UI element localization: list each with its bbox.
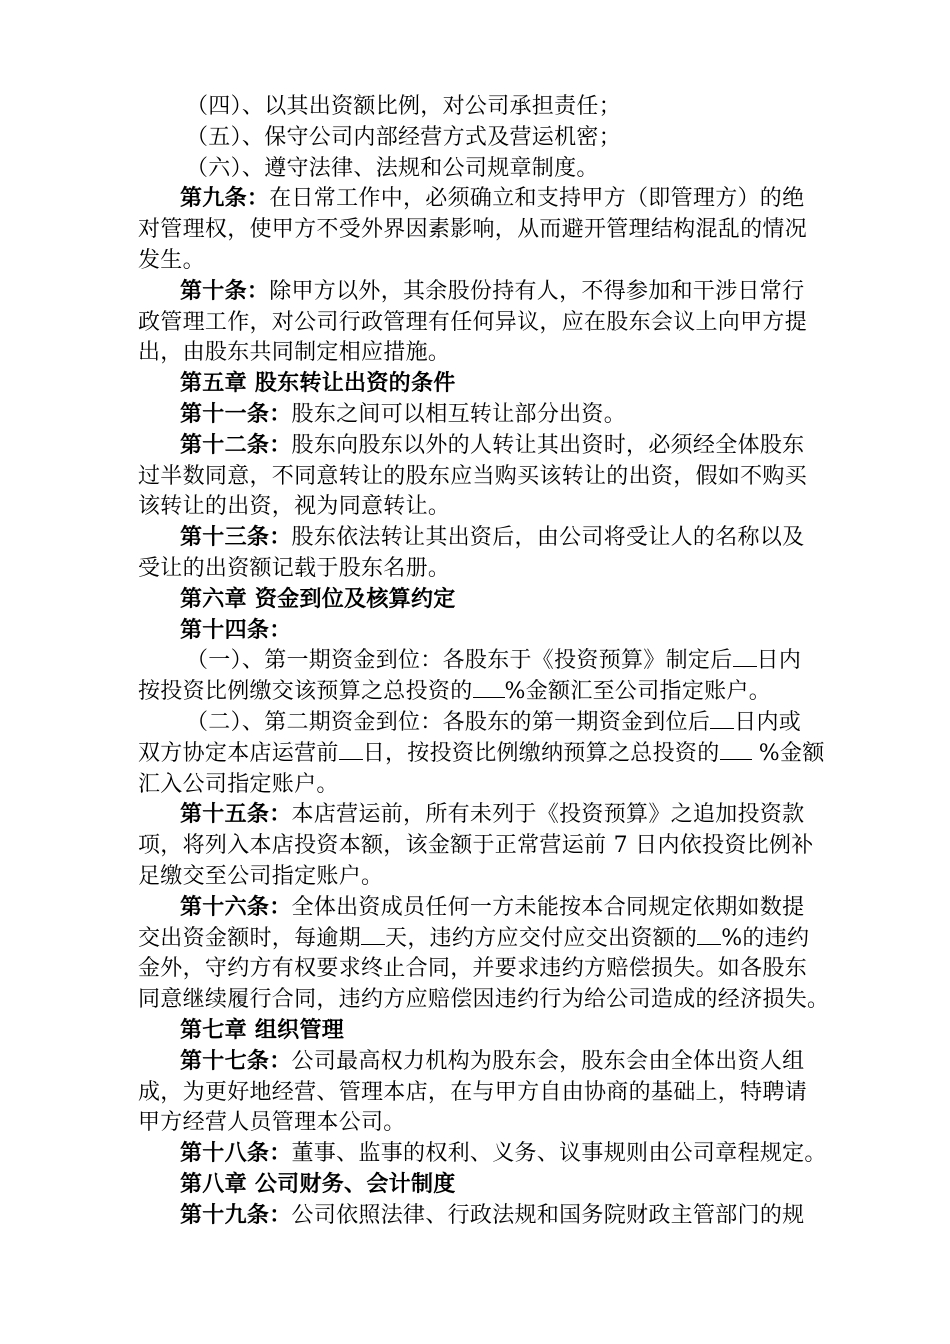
article-13-text: 股东依法转让其出资后，由公司将受让人的名称以及 [291,525,805,551]
article-18-label: 第十八条： [180,1141,292,1167]
article-16-text-c: %的违约 [721,925,810,951]
article-14 [138,616,816,647]
item-2-text-d: 日，按投资比例缴纳预算之总投资的 [362,740,720,766]
article-9-line-2: 对管理权，使甲方不受外界因素影响，从而避开管理结构混乱的情况 [138,217,808,243]
article-11 [138,400,816,431]
item-1-text-c: 按投资比例缴交该预算之总投资的 [138,679,473,705]
article-16-line-3: 金外，守约方有权要求终止合同，并要求违约方赔偿损失。如各股东 [138,956,808,982]
article-17-line-2: 成，为更好地经营、管理本店，在与甲方自由协商的基础上，特聘请 [138,1079,808,1105]
blank-days [361,924,385,945]
blank-percent [697,924,721,945]
article-10 [138,277,816,308]
chapter-7-heading: 第七章 组织管理 [180,1017,345,1043]
article-14-item-2-line-2 [138,739,825,770]
chapter-5-heading: 第五章 股东转让出资的条件 [180,371,456,397]
item-1-text-d: %金额汇至公司指定账户。 [504,679,772,705]
chapter-8-heading: 第八章 公司财务、会计制度 [180,1171,456,1197]
item-1-text-a: （一）、第一期资金到位：各股东于《投资预算》制定后 [186,648,733,674]
item-2-text-a: （二）、第二期资金到位：各股东的第一期资金到位后 [186,709,711,735]
item-2-text-e: %金额 [751,740,825,766]
article-12-line-3: 该转让的出资，视为同意转让。 [138,494,451,520]
clause-item-5: （五）、保守公司内部经营方式及营运机密； [186,124,622,150]
blank-days [733,646,757,667]
blank-days [710,708,734,729]
article-11-label: 第十一条： [180,401,292,427]
clause-item-6: （六）、遵守法律、法规和公司规章制度。 [186,155,599,181]
article-9 [138,184,816,215]
article-17 [138,1047,816,1078]
article-14-item-1-line-2 [138,677,816,708]
article-10-label: 第十条： [180,278,270,304]
article-16-text-a: 交出资金额时，每逾期 [138,925,362,951]
contract-text [138,92,830,1231]
item-2-text-c: 双方协定本店运营前 [138,740,339,766]
article-18 [138,1139,827,1170]
article-15-line-3: 足缴交至公司指定账户。 [138,863,384,889]
blank-percent [720,739,752,760]
article-13-label: 第十三条： [180,525,292,551]
article-19-text: 公司依照法律、行政法规和国务院财政主管部门的规 [291,1202,805,1228]
article-14-item-2-line-3: 汇入公司指定账户。 [138,771,339,797]
article-14-item-2 [138,708,816,739]
item-2-text-b: 日内或 [734,709,802,735]
article-13 [138,523,816,554]
article-10-line-3: 出，由股东共同制定相应措施。 [138,340,451,366]
article-16-line-4: 同意继续履行合同，违约方应赔偿因违约行为给公司造成的经济损失。 [138,987,830,1013]
article-15 [138,800,816,831]
blank-percent [473,677,505,698]
article-15-line-2: 项，将列入本店投资本额，该金额于正常营运前 7 日内依投资比例补 [138,833,814,859]
article-9-text: 在日常工作中，必须确立和支持甲方（即管理方）的绝 [269,186,805,212]
article-12 [138,431,816,462]
article-15-label: 第十五条： [180,802,292,828]
article-14-label: 第十四条： [180,617,292,643]
article-18-text: 董事、监事的权利、义务、议事规则由公司章程规定。 [291,1141,827,1167]
article-16-text: 全体出资成员任何一方未能按本合同规定依期如数提 [291,894,805,920]
article-16 [138,893,816,924]
article-9-line-3: 发生。 [138,247,205,273]
article-11-text: 股东之间可以相互转让部分出资。 [291,401,627,427]
article-10-line-2: 政管理工作，对公司行政管理有任何异议，应在股东会议上向甲方提 [138,309,808,335]
blank-days [339,739,363,760]
item-1-text-b: 日内 [756,648,802,674]
article-9-label: 第九条： [180,186,270,212]
article-14-item-1 [138,646,816,677]
article-19-label: 第十九条： [180,1202,292,1228]
clause-item-4: （四）、以其出资额比例，对公司承担责任； [186,94,622,119]
article-13-line-2: 受让的出资额记载于股东名册。 [138,555,451,581]
article-10-text: 除甲方以外，其余股份持有人，不得参加和干涉日常行 [269,278,805,304]
article-17-text: 公司最高权力机构为股东会，股东会由全体出资人组 [291,1048,805,1074]
article-12-text: 股东向股东以外的人转让其出资时，必须经全体股东 [291,432,805,458]
chapter-6-heading: 第六章 资金到位及核算约定 [180,586,456,612]
article-16-line-2 [138,924,816,955]
article-16-label: 第十六条： [180,894,292,920]
article-17-line-3: 甲方经营人员管理本公司。 [138,1110,406,1136]
article-16-text-b: 天，违约方应交付应交出资额的 [385,925,698,951]
article-17-label: 第十七条： [180,1048,292,1074]
article-12-label: 第十二条： [180,432,292,458]
article-12-line-2: 过半数同意，不同意转让的股东应当购买该转让的出资，假如不购买 [138,463,808,489]
article-19 [138,1201,816,1232]
article-15-text: 本店营运前，所有未列于《投资预算》之追加投资款 [291,802,805,828]
